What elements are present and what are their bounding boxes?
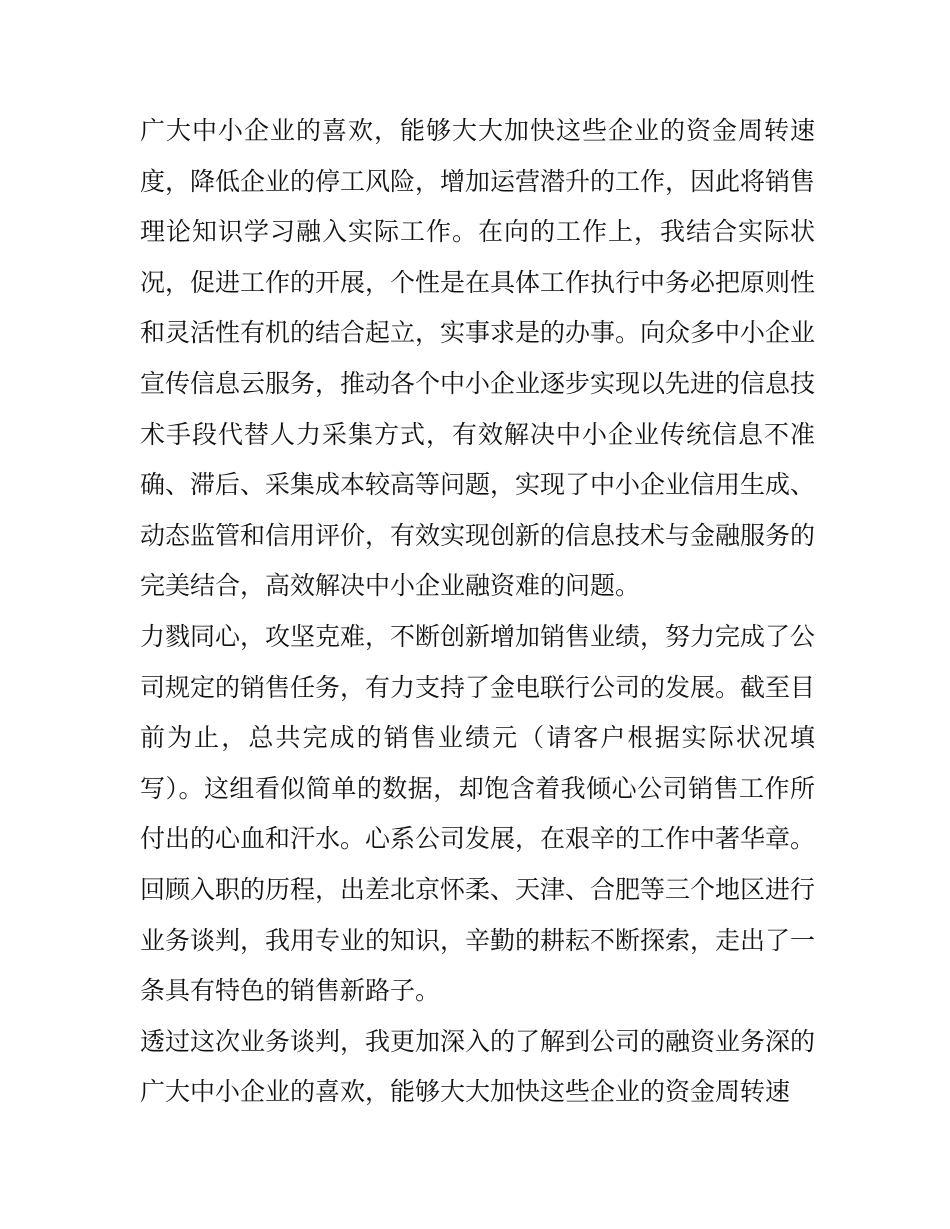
paragraph-3: 透过这次业务谈判，我更加深入的了解到公司的融资业务深的广大中小企业的喜欢，能够大大加快这些企业的资金周转速 <box>140 1026 816 1107</box>
paragraph-1: 广大中小企业的喜欢，能够大大加快这些企业的资金周转速度，降低企业的停工风险，增加运营潜升的工作，因此将销售理论知识学习融入实际工作。在向的工作上，我结合实际状况，促进工作的开展，个性是在具体工作执行中务必把原则性和灵活性有机的结合起立，实事求是的办事。向众多中小企业宣传信息云服务，推动各个中小企业逐步实现以先进的信息技术手段代替人力采集方式，有效解决中小企业传统信息不准确、滞后、采集成本较高等问题，实现了中小企业信用生成、动态监管和信用评价，有效实现创新的信息技术与金融服务的完美结合，高效解决中小企业融资难的问题。 <box>140 116 816 601</box>
paragraph-2: 力戮同心，攻坚克难，不断创新增加销售业绩，努力完成了公司规定的销售任务，有力支持了金电联行公司的发展。截至目前为止，总共完成的销售业绩元（请客户根据实际状况填写）。这组看似简单的数据，却饱含着我倾心公司销售工作所付出的心血和汗水。心系公司发展，在艰辛的工作中著华章。回顾入职的历程，出差北京怀柔、天津、合肥等三个地区进行业务谈判，我用专业的知识，辛勤的耕耘不断探索，走出了一条具有特色的销售新路子。 <box>140 621 816 1006</box>
body-text <box>140 106 815 1118</box>
